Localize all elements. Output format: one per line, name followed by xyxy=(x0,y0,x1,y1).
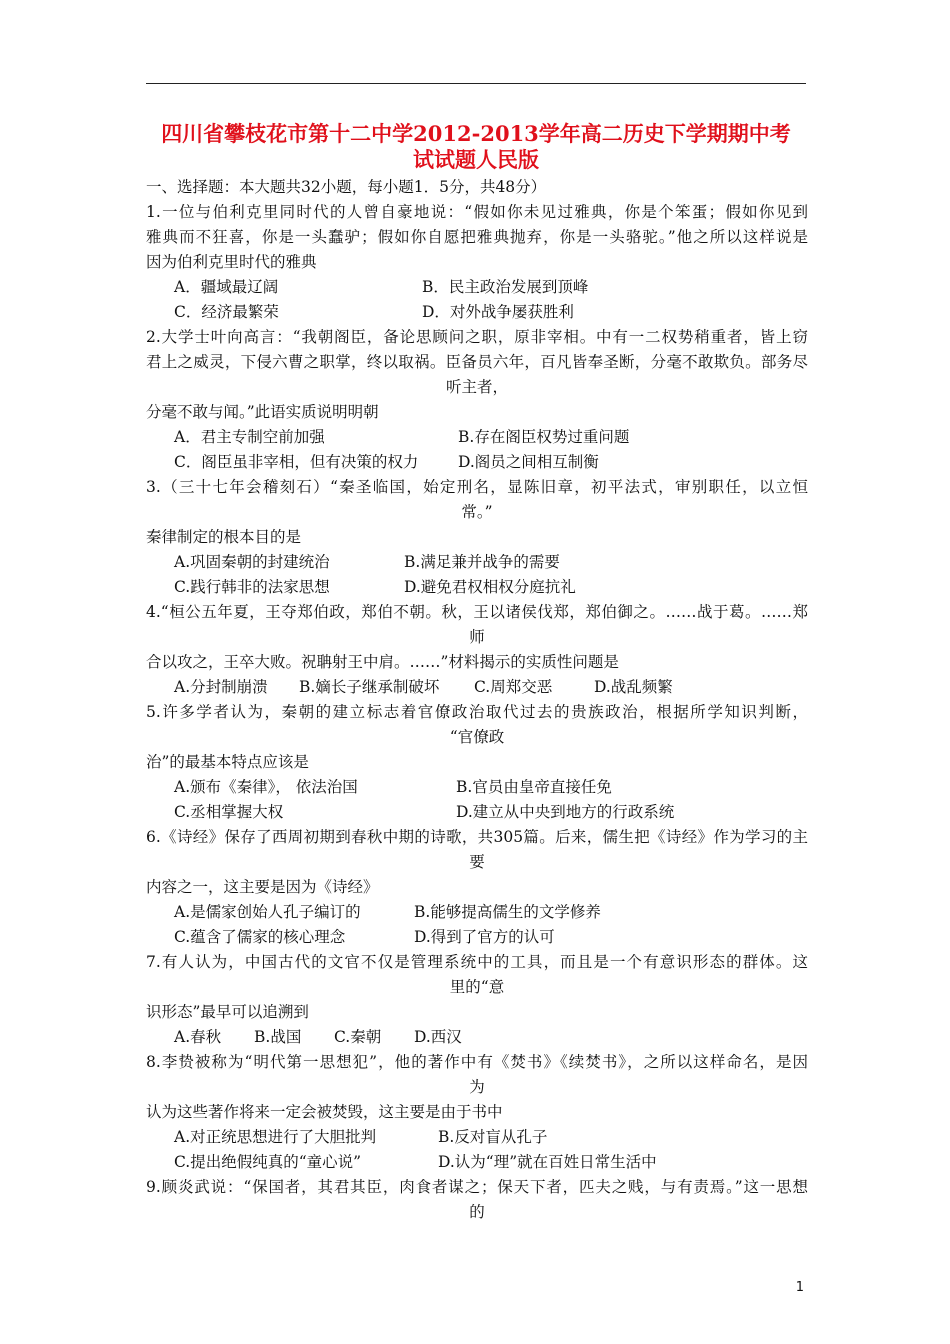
option-c: C.提出绝假纯真的“童心说” xyxy=(174,1153,362,1171)
question-1-stem: 1.一位与伯利克里同时代的人曾自豪地说：“假如你未见过雅典，你是个笨蛋；假如你见到 xyxy=(146,203,808,221)
question-6-options xyxy=(146,900,808,925)
option-a: A.春秋 xyxy=(174,1028,222,1046)
question-1-options xyxy=(146,300,808,325)
question-2-options xyxy=(146,425,808,450)
question-3-stem: 常。” xyxy=(461,503,493,521)
document-title xyxy=(146,121,806,173)
question-9-stem: 9.顾炎武说：“保国者，其君其臣，肉食者谋之；保天下者，匹夫之贱，与有责焉。”这一思想 xyxy=(146,1178,808,1196)
option-b: B.官员由皇帝直接任免 xyxy=(456,778,612,796)
question-7-stem: 识形态”最早可以追溯到 xyxy=(146,1003,309,1021)
option-d: D.西汉 xyxy=(414,1028,462,1046)
option-c: C．经济最繁荣 xyxy=(174,303,279,321)
question-8-stem: 8.李贽被称为“明代第一思想犯”，他的著作中有《焚书》《续焚书》，之所以这样命名，是因 xyxy=(146,1053,808,1071)
option-b: B.战国 xyxy=(254,1028,302,1046)
option-d: D.避免君权相权分庭抗礼 xyxy=(404,578,576,596)
question-4-stem: 合以攻之，王卒大败。祝聃射王中肩。……”材料揭示的实质性问题是 xyxy=(146,653,619,671)
question-2-stem: 君上之威灵，下侵六曹之职掌，终以取祸。臣备员六年，百凡皆奉圣断，分毫不敢欺负。部务尽 xyxy=(146,353,808,371)
question-8-stem: 认为这些著作将来一定会被焚毁，这主要是由于书中 xyxy=(146,1103,503,1121)
question-2-stem: 分毫不敢与闻。”此语实质说明明朝 xyxy=(146,403,379,421)
option-c: C.丞相掌握大权 xyxy=(174,803,284,821)
title-line-2: 试试题人民版 xyxy=(413,147,539,172)
question-4-options xyxy=(146,675,808,700)
option-c: C.秦朝 xyxy=(334,1028,382,1046)
option-b: B.存在阁臣权势过重问题 xyxy=(458,428,630,446)
question-7-stem: 7.有人认为，中国古代的文官不仅是管理系统中的工具，而且是一个有意识形态的群体。这 xyxy=(146,953,808,971)
option-a: A.对正统思想进行了大胆批判 xyxy=(174,1128,377,1146)
option-a: A.是儒家创始人孔子编订的 xyxy=(174,903,361,921)
question-1-stem: 雅典而不狂喜，你是一头蠢驴；假如你自愿把雅典抛弃，你是一头骆驼。”他之所以这样说是 xyxy=(146,228,808,246)
question-6-stem: 要 xyxy=(469,853,485,871)
option-b: B.能够提高儒生的文学修养 xyxy=(414,903,601,921)
option-a: A.分封制崩溃 xyxy=(174,678,268,696)
option-d: D.认为“理”就在百姓日常生活中 xyxy=(438,1153,657,1171)
question-8-options xyxy=(146,1150,808,1175)
question-2-stem: 听主者， xyxy=(445,378,508,396)
question-5-options xyxy=(146,775,808,800)
question-6-options xyxy=(146,925,808,950)
option-c: C.周郑交恶 xyxy=(474,678,553,696)
option-d: D.得到了官方的认可 xyxy=(414,928,555,946)
option-d: D．对外战争屡获胜利 xyxy=(422,303,574,321)
question-6-stem: 6.《诗经》保存了西周初期到春秋中期的诗歌，共305篇。后来，儒生把《诗经》作为学习的主 xyxy=(146,828,808,846)
section-heading: 一、选择题：本大题共32小题，每小题1．5分，共48分） xyxy=(146,178,547,196)
page-number: 1 xyxy=(795,1280,804,1295)
question-5-stem: “官僚政 xyxy=(449,728,505,746)
question-2-stem: 2.大学士叶向高言：“我朝阁臣，备论思顾问之职，原非宰相。中有一二权势稍重者，皆上窃 xyxy=(146,328,808,346)
question-5-stem: 5.许多学者认为，秦朝的建立标志着官僚政治取代过去的贵族政治，根据所学知识判断， xyxy=(146,703,808,721)
option-d: D.阁员之间相互制衡 xyxy=(458,453,599,471)
question-3-stem: 秦律制定的根本目的是 xyxy=(146,528,302,546)
option-a: A．君主专制空前加强 xyxy=(174,428,325,446)
question-8-stem: 为 xyxy=(469,1078,485,1096)
question-9-stem: 的 xyxy=(469,1203,485,1221)
question-2-options xyxy=(146,450,808,475)
option-c: C.蕴含了儒家的核心理念 xyxy=(174,928,346,946)
question-body xyxy=(146,175,808,1225)
question-1-options xyxy=(146,275,808,300)
option-a: A．疆域最辽阔 xyxy=(174,278,279,296)
option-d: D.建立从中央到地方的行政系统 xyxy=(456,803,675,821)
option-c: C．阁臣虽非宰相，但有决策的权力 xyxy=(174,453,419,471)
question-3-options xyxy=(146,575,808,600)
option-b: B.反对盲从孔子 xyxy=(438,1128,548,1146)
question-5-options xyxy=(146,800,808,825)
question-7-options xyxy=(146,1025,808,1050)
option-d: D.战乱频繁 xyxy=(594,678,673,696)
option-b: B．民主政治发展到顶峰 xyxy=(422,278,589,296)
question-3-options xyxy=(146,550,808,575)
title-line-1: 四川省攀枝花市第十二中学2012-2013学年高二历史下学期期中考 xyxy=(161,121,791,146)
option-b: B.嫡长子继承制破坏 xyxy=(299,678,440,696)
question-8-options xyxy=(146,1125,808,1150)
option-c: C.践行韩非的法家思想 xyxy=(174,578,330,596)
question-1-stem: 因为伯利克里时代的雅典 xyxy=(146,253,317,271)
question-7-stem: 里的“意 xyxy=(449,978,505,996)
question-6-stem: 内容之一，这主要是因为《诗经》 xyxy=(146,878,379,896)
question-4-stem: 4.“桓公五年夏，王夺郑伯政，郑伯不朝。秋，王以诸侯伐郑，郑伯御之。……战于葛。……郑 xyxy=(146,603,808,621)
option-a: A.巩固秦朝的封建统治 xyxy=(174,553,330,571)
option-a: A.颁布《秦律》， 依法治国 xyxy=(174,778,358,796)
question-5-stem: 治”的最基本特点应该是 xyxy=(146,753,309,771)
header-rule xyxy=(146,83,806,84)
option-b: B.满足兼并战争的需要 xyxy=(404,553,560,571)
question-4-stem: 师 xyxy=(469,628,485,646)
question-3-stem: 3.（三十七年会稽刻石）“秦圣临国，始定刑名，显陈旧章，初平法式，审别职任，以立恒 xyxy=(146,478,808,496)
